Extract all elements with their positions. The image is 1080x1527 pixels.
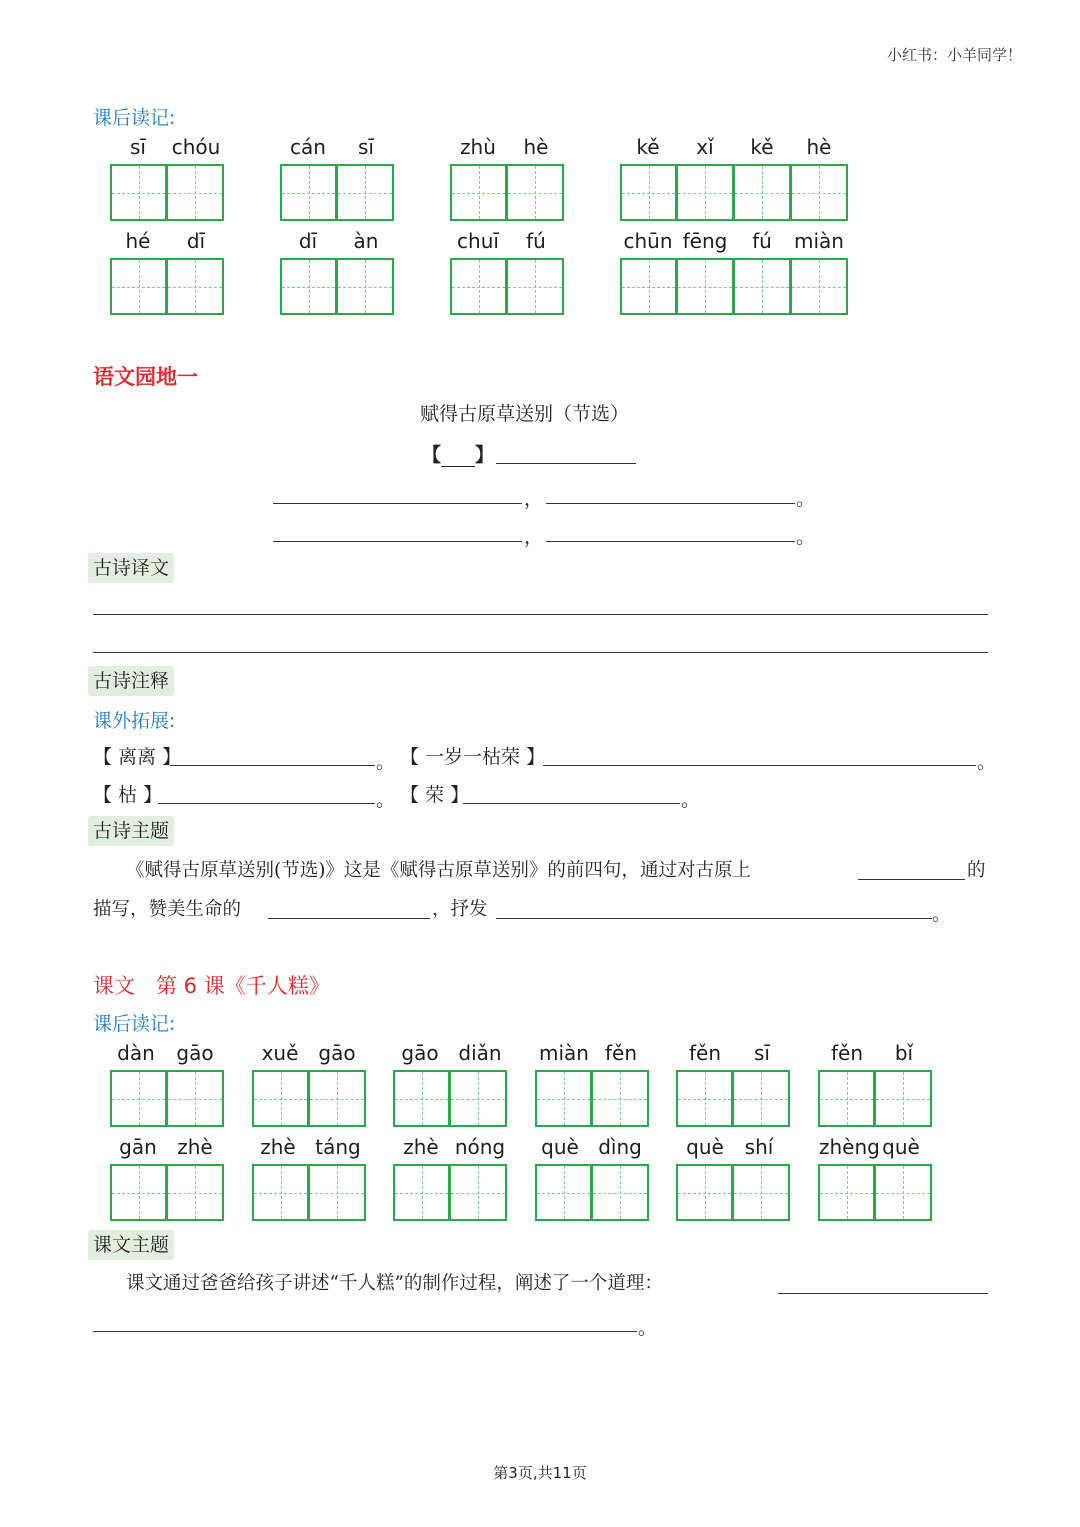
pinyin: miàn (794, 229, 844, 253)
writing-box[interactable] (733, 1164, 790, 1221)
pinyin: sī (130, 135, 146, 159)
period: 。 (796, 488, 816, 510)
writing-box[interactable] (677, 164, 734, 221)
pinyin: fēng (682, 229, 728, 253)
writing-box[interactable] (450, 258, 507, 315)
section-title-garden: 语文园地一 (93, 365, 198, 389)
pinyin: fěn (830, 1041, 864, 1065)
writing-box[interactable] (167, 1070, 224, 1127)
pinyin: hè (523, 135, 549, 159)
pinyin: gāo (318, 1041, 356, 1065)
period: 。 (977, 751, 997, 773)
period: 。 (796, 526, 816, 548)
writing-box[interactable] (337, 258, 394, 315)
pinyin: zhù (460, 135, 496, 159)
author-blank[interactable] (496, 463, 636, 464)
writing-box[interactable] (110, 1070, 167, 1127)
pinyin: zhèng (819, 1135, 880, 1159)
poem-title: 赋得古原草送别（节选） (420, 403, 630, 425)
bracket-close: 】 (475, 444, 495, 466)
comma: ， (524, 488, 544, 510)
pinyin: zhè (403, 1135, 439, 1159)
period: 。 (638, 1317, 658, 1339)
pinyin: què (541, 1135, 579, 1159)
writing-box[interactable] (252, 1164, 309, 1221)
pinyin: shí (744, 1135, 774, 1159)
pinyin: gāo (176, 1041, 214, 1065)
period: 。 (681, 789, 701, 811)
writing-box[interactable] (734, 164, 791, 221)
tag-poem-translation: 古诗译文 (88, 553, 174, 583)
writing-box[interactable] (677, 258, 734, 315)
note-word-rong: 【 荣 】 (400, 784, 470, 806)
writing-box[interactable] (875, 1070, 932, 1127)
writing-box[interactable] (280, 258, 337, 315)
writing-box[interactable] (507, 164, 564, 221)
page-number: 第3页,共11页 (493, 1464, 587, 1482)
writing-box[interactable] (110, 164, 167, 221)
pinyin: bǐ (894, 1041, 914, 1065)
pinyin: chūn (623, 229, 673, 253)
pinyin: zhè (260, 1135, 296, 1159)
writing-box[interactable] (309, 1164, 366, 1221)
writing-box[interactable] (620, 258, 677, 315)
pinyin: gāo (401, 1041, 439, 1065)
writing-box[interactable] (450, 1070, 507, 1127)
pinyin: gān (119, 1135, 157, 1159)
poem-dynasty-bracket (422, 440, 494, 467)
writing-box[interactable] (110, 1164, 167, 1221)
note-blank[interactable] (463, 803, 680, 804)
tag-poem-theme: 古诗主题 (88, 816, 174, 846)
writing-box[interactable] (337, 164, 394, 221)
writing-box[interactable] (818, 1164, 875, 1221)
pinyin: nóng (454, 1135, 506, 1159)
writing-box[interactable] (252, 1070, 309, 1127)
pinyin: dī (186, 229, 206, 253)
pinyin: chóu (171, 135, 221, 159)
note-blank[interactable] (158, 803, 375, 804)
pinyin: fú (752, 229, 772, 253)
writing-box[interactable] (734, 258, 791, 315)
pinyin: dàn (117, 1041, 155, 1065)
theme-blank[interactable] (858, 879, 965, 880)
writing-box[interactable] (592, 1070, 649, 1127)
pinyin: chuī (457, 229, 499, 253)
watermark-text: 小红书：小羊同学！ (886, 46, 1022, 64)
pinyin: cán (290, 135, 326, 159)
writing-box[interactable] (535, 1164, 592, 1221)
pinyin: dìng (598, 1135, 642, 1159)
poem-line-blank[interactable] (546, 541, 795, 542)
pinyin: fú (526, 229, 546, 253)
pinyin: dī (298, 229, 318, 253)
writing-box[interactable] (535, 1070, 592, 1127)
note-word-yisuiyikurong: 【 一岁一枯荣 】 (400, 746, 546, 768)
writing-box[interactable] (309, 1070, 366, 1127)
pinyin: miàn (539, 1041, 589, 1065)
translation-line[interactable] (93, 652, 988, 653)
note-word-ku: 【 枯 】 (93, 784, 163, 806)
section-label-extension: 课外拓展: (93, 710, 176, 732)
pinyin: què (882, 1135, 920, 1159)
writing-box[interactable] (620, 164, 677, 221)
period: 。 (376, 751, 396, 773)
note-blank[interactable] (543, 765, 976, 766)
theme-blank[interactable] (268, 918, 430, 919)
writing-box[interactable] (167, 1164, 224, 1221)
section-label-read-notes-2: 课后读记: (93, 1013, 176, 1035)
writing-box[interactable] (450, 1164, 507, 1221)
writing-box[interactable] (110, 258, 167, 315)
pinyin: zhè (177, 1135, 213, 1159)
lesson-theme-blank[interactable] (778, 1293, 988, 1294)
writing-box[interactable] (733, 1070, 790, 1127)
note-blank[interactable] (170, 765, 375, 766)
writing-box[interactable] (167, 164, 224, 221)
note-word-lili: 【 离离 】 (93, 746, 182, 768)
pinyin: fěn (604, 1041, 638, 1065)
theme-line2-a: 描写，赞美生命的 (93, 899, 242, 920)
pinyin: diǎn (458, 1041, 502, 1065)
lesson-title: 课文 第 6 课《千人糕》 (93, 974, 330, 998)
tag-poem-notes: 古诗注释 (88, 666, 174, 696)
writing-box[interactable] (592, 1164, 649, 1221)
translation-line[interactable] (93, 614, 988, 615)
writing-box[interactable] (875, 1164, 932, 1221)
poem-line-blank[interactable] (273, 503, 522, 504)
lesson-theme-text: 课文通过爸爸给孩子讲述“千人糕”的制作过程，阐述了一个道理： (126, 1273, 663, 1294)
pinyin: sī (754, 1041, 770, 1065)
writing-box[interactable] (676, 1070, 733, 1127)
bracket-open: 【 (422, 444, 442, 466)
pinyin: fěn (688, 1041, 722, 1065)
pinyin: hè (806, 135, 832, 159)
theme-line2-b: ，抒发 (432, 899, 488, 920)
theme-line1-end: 的 (967, 860, 986, 881)
theme-blank[interactable] (496, 918, 932, 919)
writing-box[interactable] (393, 1070, 450, 1127)
section-label-read-notes: 课后读记: (93, 107, 176, 129)
dynasty-blank[interactable] (441, 445, 475, 467)
writing-box[interactable] (167, 258, 224, 315)
comma: ， (524, 526, 544, 548)
writing-box[interactable] (507, 258, 564, 315)
period: 。 (932, 903, 952, 925)
pinyin: xǐ (696, 135, 714, 159)
pinyin: sī (358, 135, 374, 159)
writing-box[interactable] (393, 1164, 450, 1221)
theme-line1: 《赋得古原草送别(节选)》这是《赋得古原草送别》的前四句，通过对古原上 (126, 860, 751, 881)
pinyin: táng (315, 1135, 361, 1159)
writing-box[interactable] (791, 258, 848, 315)
period: 。 (376, 789, 396, 811)
writing-box[interactable] (818, 1070, 875, 1127)
pinyin: àn (353, 229, 379, 253)
writing-box[interactable] (280, 164, 337, 221)
poem-line-blank[interactable] (273, 541, 522, 542)
poem-line-blank[interactable] (546, 503, 795, 504)
pinyin: xuě (261, 1041, 299, 1065)
writing-box[interactable] (676, 1164, 733, 1221)
tag-lesson-theme: 课文主题 (88, 1230, 174, 1260)
lesson-theme-blank[interactable] (93, 1331, 637, 1332)
writing-box[interactable] (791, 164, 848, 221)
pinyin: kě (750, 135, 774, 159)
pinyin: kě (636, 135, 660, 159)
pinyin: què (686, 1135, 724, 1159)
pinyin: hé (125, 229, 151, 253)
writing-box[interactable] (450, 164, 507, 221)
